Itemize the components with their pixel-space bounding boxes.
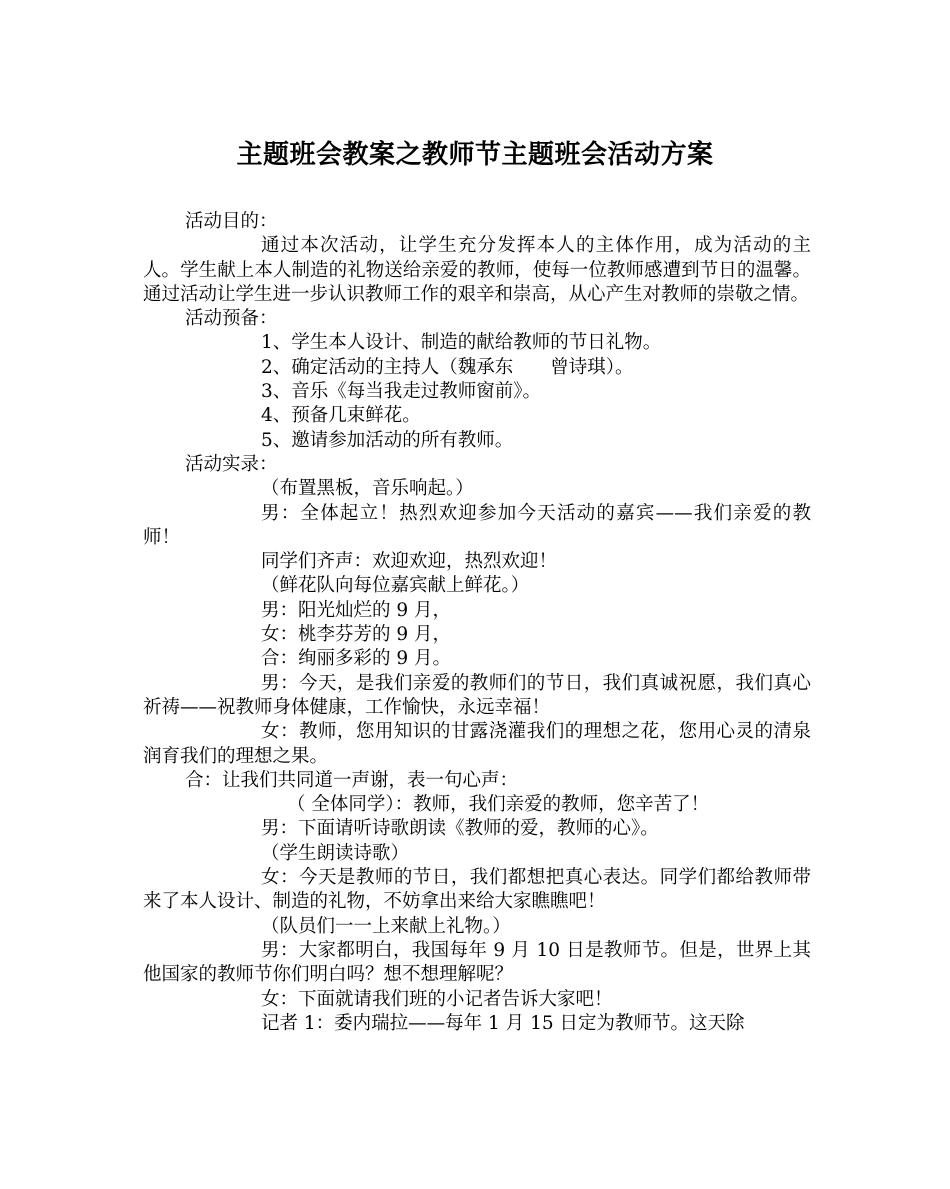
document-body — [143, 210, 811, 1036]
paragraph: 女：下面就请我们班的小记者告诉大家吧！ — [261, 988, 613, 1010]
paragraph: （队员们一一上来献上礼物。） — [261, 915, 511, 937]
paragraph: 5、邀请参加活动的所有教师。 — [261, 429, 514, 451]
paragraph: 男：全体起立！热烈欢迎参加今天活动的嘉宾——我们亲爱的教师！ — [143, 502, 811, 548]
document-title: 主题班会教案之教师节主题班会活动方案 — [236, 140, 714, 170]
paragraph: 2、确定活动的主持人（魏承东 曾诗琪）。 — [261, 356, 634, 378]
paragraph: 记者 1：委内瑞拉——每年 1 月 15 日定为教师节。这天除 — [261, 1012, 745, 1034]
paragraph: 活动目的： — [185, 211, 278, 232]
paragraph: 男：今天，是我们亲爱的教师们的节日，我们真诚祝愿，我们真心祈祷——祝教师身体健康，工作愉快，永远幸福！ — [143, 672, 811, 718]
paragraph: （鲜花队向每位嘉宾献上鲜花。） — [261, 575, 530, 597]
paragraph: 通过本次活动，让学生充分发挥本人的主体作用，成为活动的主人。学生献上本人制造的礼物送给亲爱的教师，使每一位教师感遭到节日的温馨。通过活动让学生进一步认识教师工作的艰辛和崇高，从心产生对教师的崇敬之情。 — [143, 235, 811, 305]
paragraph: 男：下面请听诗歌朗读《教师的爱，教师的心》。 — [261, 818, 659, 840]
paragraph: 同学们齐声：欢迎欢迎，热烈欢迎！ — [261, 551, 558, 573]
paragraph: （学生朗读诗歌） — [261, 842, 410, 864]
paragraph: 合：绚丽多彩的 9 月。 — [261, 648, 452, 670]
paragraph: 女：教师，您用知识的甘露浇灌我们的理想之花，您用心灵的清泉润育我们的理想之果。 — [143, 721, 811, 767]
paragraph: 女：今天是教师的节日，我们都想把真心表达。同学们都给教师带来了本人设计、制造的礼物，不妨拿出来给大家瞧瞧吧！ — [143, 867, 811, 913]
paragraph: 女：桃李芬芳的 9 月， — [261, 624, 452, 646]
paragraph: 活动预备： — [185, 308, 278, 330]
paragraph: 男：大家都明白，我国每年 9 月 10 日是教师节。但是，世界上其他国家的教师节你们明白吗？想不想理解呢？ — [143, 939, 811, 986]
paragraph: （ 全体同学）：教师，我们亲爱的教师，您辛苦了！ — [287, 794, 710, 816]
paragraph: 男：阳光灿烂的 9 月， — [261, 599, 452, 621]
paragraph: 3、音乐《每当我走过教师窗前》。 — [261, 381, 542, 403]
paragraph: 1、学生本人设计、制造的献给教师的节日礼物。 — [261, 332, 662, 354]
paragraph: 合：让我们共同道一声谢，表一句心声： — [185, 769, 519, 791]
paragraph: （布置黑板，音乐响起。） — [261, 478, 474, 500]
paragraph: 活动实录： — [185, 453, 278, 475]
paragraph: 4、预备几束鲜花。 — [261, 405, 421, 427]
